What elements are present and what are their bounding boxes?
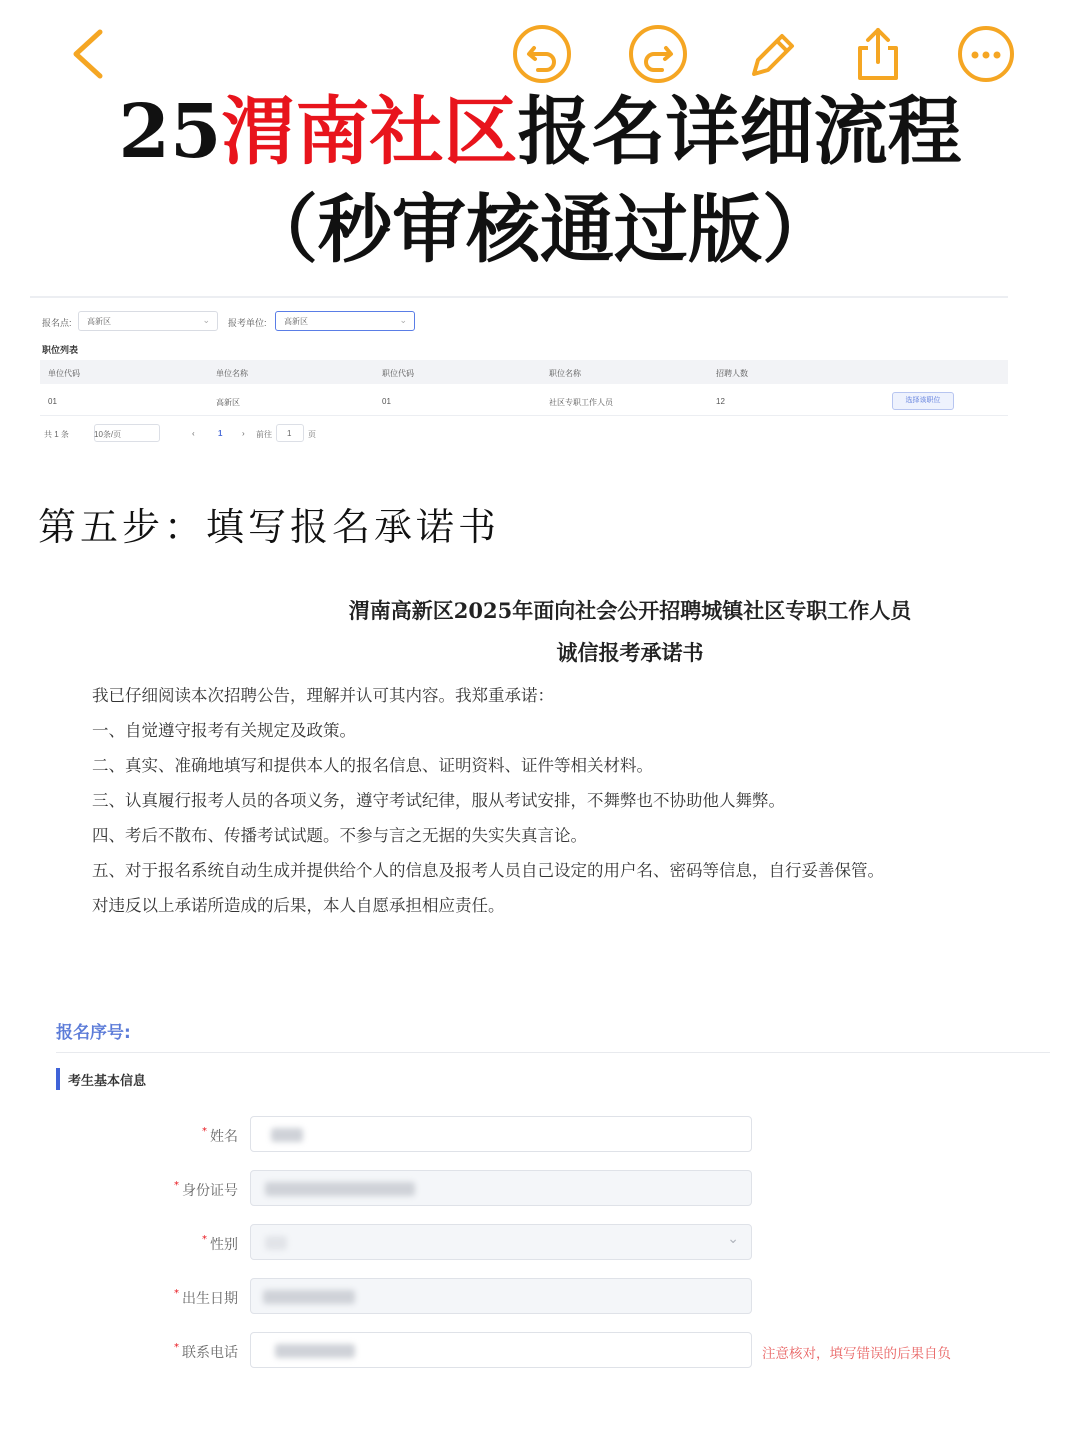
name-row [0, 1116, 1080, 1154]
goto-label: 前往 [256, 430, 272, 439]
unit-name-cell: 高新区 [216, 398, 240, 407]
column-header: 单位代码 [48, 369, 80, 378]
page-subtitle: （秒审核通过版） [244, 187, 836, 273]
prev-page-icon[interactable]: ‹ [192, 429, 195, 438]
chevron-down-icon: ⌄ [399, 315, 407, 325]
promise-subtitle: 诚信报考承诺书 [556, 640, 704, 665]
title-suffix: 报名详细流程 [517, 89, 962, 175]
exam-unit-value: 高新区 [284, 317, 308, 326]
total-count: 共 1 条 [44, 430, 69, 439]
page-unit: 页 [308, 430, 316, 439]
redacted-value [275, 1344, 355, 1358]
back-icon[interactable] [56, 22, 120, 86]
post-code-cell: 01 [382, 397, 391, 406]
required-mark: * [174, 1288, 179, 1299]
top-toolbar [0, 0, 1080, 100]
phone-row [0, 1332, 1080, 1370]
column-header: 单位名称 [216, 369, 248, 378]
chevron-down-icon: ⌄ [202, 315, 210, 325]
birth-date-label-text: 出生日期 [182, 1291, 238, 1307]
id-number-label [174, 1180, 238, 1200]
birth-date-label [174, 1288, 238, 1308]
more-icon[interactable] [954, 22, 1018, 86]
table-header [40, 360, 1008, 384]
gender-label-text: 性别 [210, 1237, 238, 1253]
step-heading: 第五步：填写报名承诺书 [38, 505, 501, 549]
redacted-value [263, 1290, 355, 1304]
redacted-value [265, 1236, 287, 1250]
phone-label [174, 1342, 238, 1362]
select-position-button[interactable]: 选择该职位 [892, 392, 954, 410]
position-list-title: 职位列表 [42, 345, 79, 355]
id-number-input[interactable] [250, 1170, 752, 1206]
signup-point-select[interactable] [78, 311, 218, 331]
id-number-label-text: 身份证号 [182, 1183, 238, 1199]
column-header: 招聘人数 [716, 369, 748, 378]
edit-icon[interactable] [740, 22, 804, 86]
promise-body [92, 678, 992, 923]
promise-line: 二、真实、准确地填写和提供本人的报名信息、证明资料、证件等相关材料。 [92, 756, 653, 775]
registration-number-label: 报名序号: [56, 1023, 131, 1043]
gender-select[interactable] [250, 1224, 752, 1260]
chevron-down-icon: ⌄ [727, 1231, 739, 1247]
signup-point-value: 高新区 [87, 317, 111, 326]
title-highlight: 渭南社区 [221, 89, 518, 175]
position-list-panel [30, 296, 1008, 448]
column-header: 职位名称 [549, 369, 581, 378]
promise-line: 一、自觉遵守报考有关规定及政策。 [92, 721, 356, 740]
exam-unit-label: 报考单位: [228, 318, 267, 328]
column-header: 职位代码 [382, 369, 414, 378]
signup-point-label: 报名点: [42, 318, 72, 328]
goto-page-value: 1 [287, 429, 292, 438]
gender-label [202, 1234, 238, 1254]
exam-unit-select[interactable] [275, 311, 415, 331]
current-page[interactable]: 1 [218, 429, 223, 438]
page-title [0, 86, 1080, 178]
promise-title: 渭南高新区2025年面向社会公开招聘城镇社区专职工作人员 [348, 598, 912, 623]
page-size-value: 10条/页 [94, 430, 122, 439]
promise-line: 对违反以上承诺所造成的后果，本人自愿承担相应责任。 [92, 896, 505, 915]
title-prefix: 25 [118, 89, 222, 175]
phone-hint: 注意核对，填写错误的后果自负 [762, 1346, 951, 1362]
required-mark: * [174, 1180, 179, 1191]
promise-line: 三、认真履行报考人员的各项义务，遵守考试纪律，服从考试安排，不舞弊也不协助他人舞弊。 [92, 791, 785, 810]
divider [56, 1052, 1050, 1053]
table-row [40, 386, 1008, 416]
undo-icon[interactable] [510, 22, 574, 86]
name-label-text: 姓名 [210, 1129, 238, 1145]
redo-icon[interactable] [626, 22, 690, 86]
birth-date-row [0, 1278, 1080, 1316]
redacted-value [271, 1128, 303, 1142]
section-title: 考生基本信息 [68, 1074, 147, 1089]
phone-label-text: 联系电话 [182, 1345, 238, 1361]
name-label [202, 1126, 238, 1146]
post-name-cell: 社区专职工作人员 [549, 398, 613, 407]
promise-line: 我已仔细阅读本次招聘公告，理解并认可其内容。我郑重承诺： [92, 686, 554, 705]
unit-code-cell: 01 [48, 397, 57, 406]
next-page-icon[interactable]: › [242, 429, 245, 438]
required-mark: * [202, 1234, 207, 1245]
promise-line: 四、考后不散布、传播考试试题。不参与言之无据的失实失真言论。 [92, 826, 587, 845]
redacted-value [265, 1182, 415, 1196]
birth-date-input[interactable] [250, 1278, 752, 1314]
share-icon[interactable] [846, 22, 910, 86]
name-input[interactable] [250, 1116, 752, 1152]
count-cell: 12 [716, 397, 725, 406]
gender-row [0, 1224, 1080, 1262]
id-number-row [0, 1170, 1080, 1208]
section-marker [56, 1068, 60, 1090]
phone-input[interactable] [250, 1332, 752, 1368]
promise-line: 五、对于报名系统自动生成并提供给个人的信息及报考人员自己设定的用户名、密码等信息，自行妥善保管。 [92, 861, 884, 880]
required-mark: * [202, 1126, 207, 1137]
required-mark: * [174, 1342, 179, 1353]
